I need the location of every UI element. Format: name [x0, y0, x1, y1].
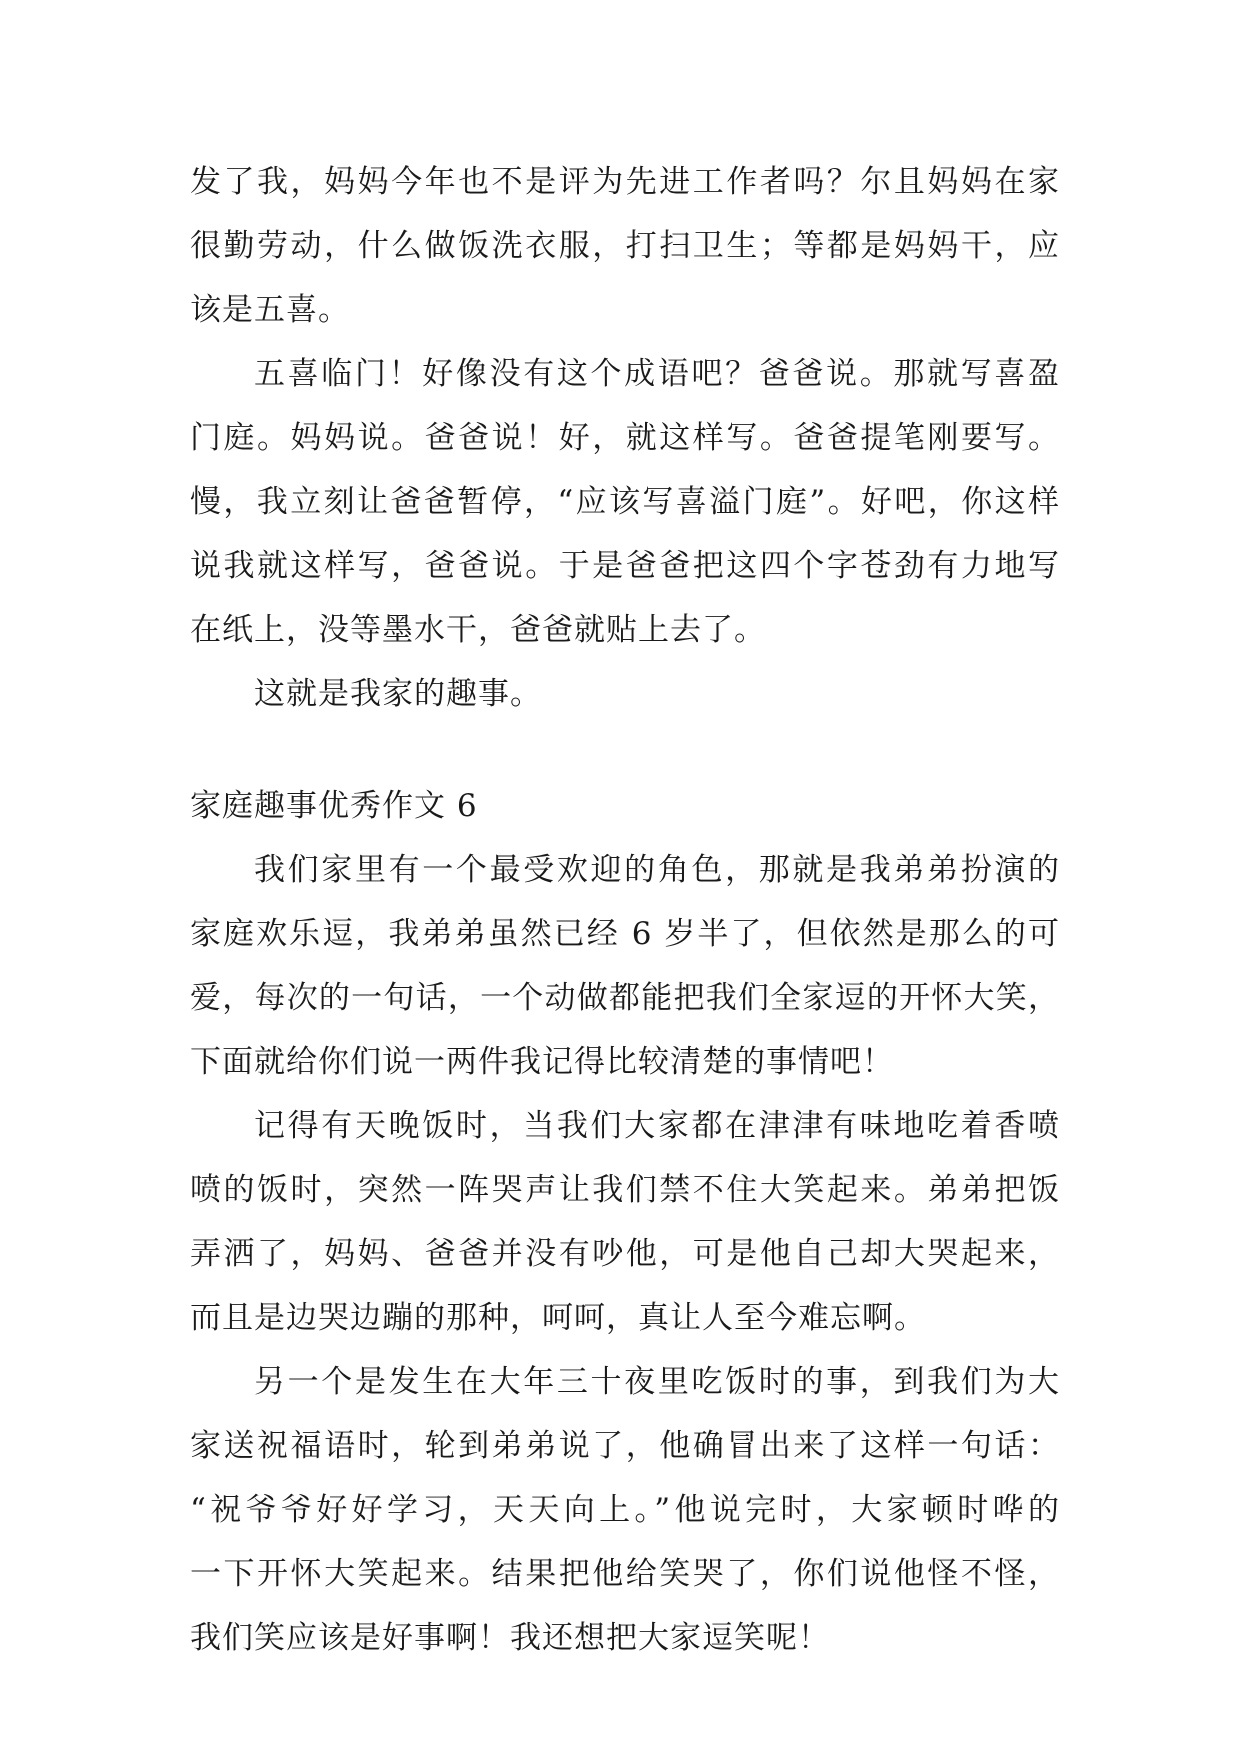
text-line: 另一个是发生在大年三十夜里吃饭时的事，到我们为大	[254, 1364, 1060, 1400]
text-line: 说我就这样写，爸爸说。于是爸爸把这四个字苍劲有力地写	[190, 548, 1060, 584]
text-line: 记得有天晚饭时，当我们大家都在津津有味地吃着香喷	[254, 1108, 1060, 1144]
paragraph-conclusion	[190, 662, 1060, 726]
text-line: 家庭欢乐逗，我弟弟虽然已经 6 岁半了，但依然是那么的可	[190, 916, 1060, 952]
text-line: 很勤劳动，什么做饭洗衣服，打扫卫生；等都是妈妈干，应	[190, 228, 1060, 264]
text-line: 而且是边哭边蹦的那种，呵呵，真让人至今难忘啊。	[190, 1300, 926, 1336]
text-line: 五喜临门！好像没有这个成语吧？爸爸说。那就写喜盈	[254, 356, 1060, 392]
paragraph-wuxi-linmen	[190, 342, 1060, 662]
section-title: 家庭趣事优秀作文 6	[190, 788, 478, 824]
text-line: 下面就给你们说一两件我记得比较清楚的事情吧！	[190, 1044, 894, 1080]
text-line: 喷的饭时，突然一阵哭声让我们禁不住大笑起来。弟弟把饭	[190, 1172, 1060, 1208]
text-line: 弄洒了，妈妈、爸爸并没有吵他，可是他自己却大哭起来，	[190, 1236, 1060, 1272]
text-line: 一下开怀大笑起来。结果把他给笑哭了，你们说他怪不怪，	[190, 1556, 1060, 1592]
text-line: 慢，我立刻让爸爸暂停，“应该写喜溢门庭”。好吧，你这样	[190, 484, 1060, 520]
text-line: 门庭。妈妈说。爸爸说！好，就这样写。爸爸提笔刚要写。	[190, 420, 1060, 456]
text-line: 该是五喜。	[190, 292, 350, 328]
text-line: 在纸上，没等墨水干，爸爸就贴上去了。	[190, 612, 766, 648]
text-line: 家送祝福语时，轮到弟弟说了，他确冒出来了这样一句话：	[190, 1428, 1060, 1464]
paragraph-new-year	[190, 1350, 1060, 1670]
text-line: 发了我，妈妈今年也不是评为先进工作者吗？尔且妈妈在家	[190, 164, 1060, 200]
text-line: 这就是我家的趣事。	[254, 676, 542, 712]
text-line: “祝爷爷好好学习，天天向上。”他说完时，大家顿时哗的	[190, 1492, 1060, 1528]
text-line: 爱，每次的一句话，一个动做都能把我们全家逗的开怀大笑，	[190, 980, 1060, 1016]
section-gap	[190, 726, 1060, 774]
paragraph-continuation	[190, 150, 1060, 342]
text-line: 我们家里有一个最受欢迎的角色，那就是我弟弟扮演的	[254, 852, 1060, 888]
text-line: 我们笑应该是好事啊！我还想把大家逗笑呢！	[190, 1620, 830, 1656]
paragraph-dinner	[190, 1094, 1060, 1350]
document-page	[190, 150, 1060, 1670]
paragraph-intro	[190, 838, 1060, 1094]
